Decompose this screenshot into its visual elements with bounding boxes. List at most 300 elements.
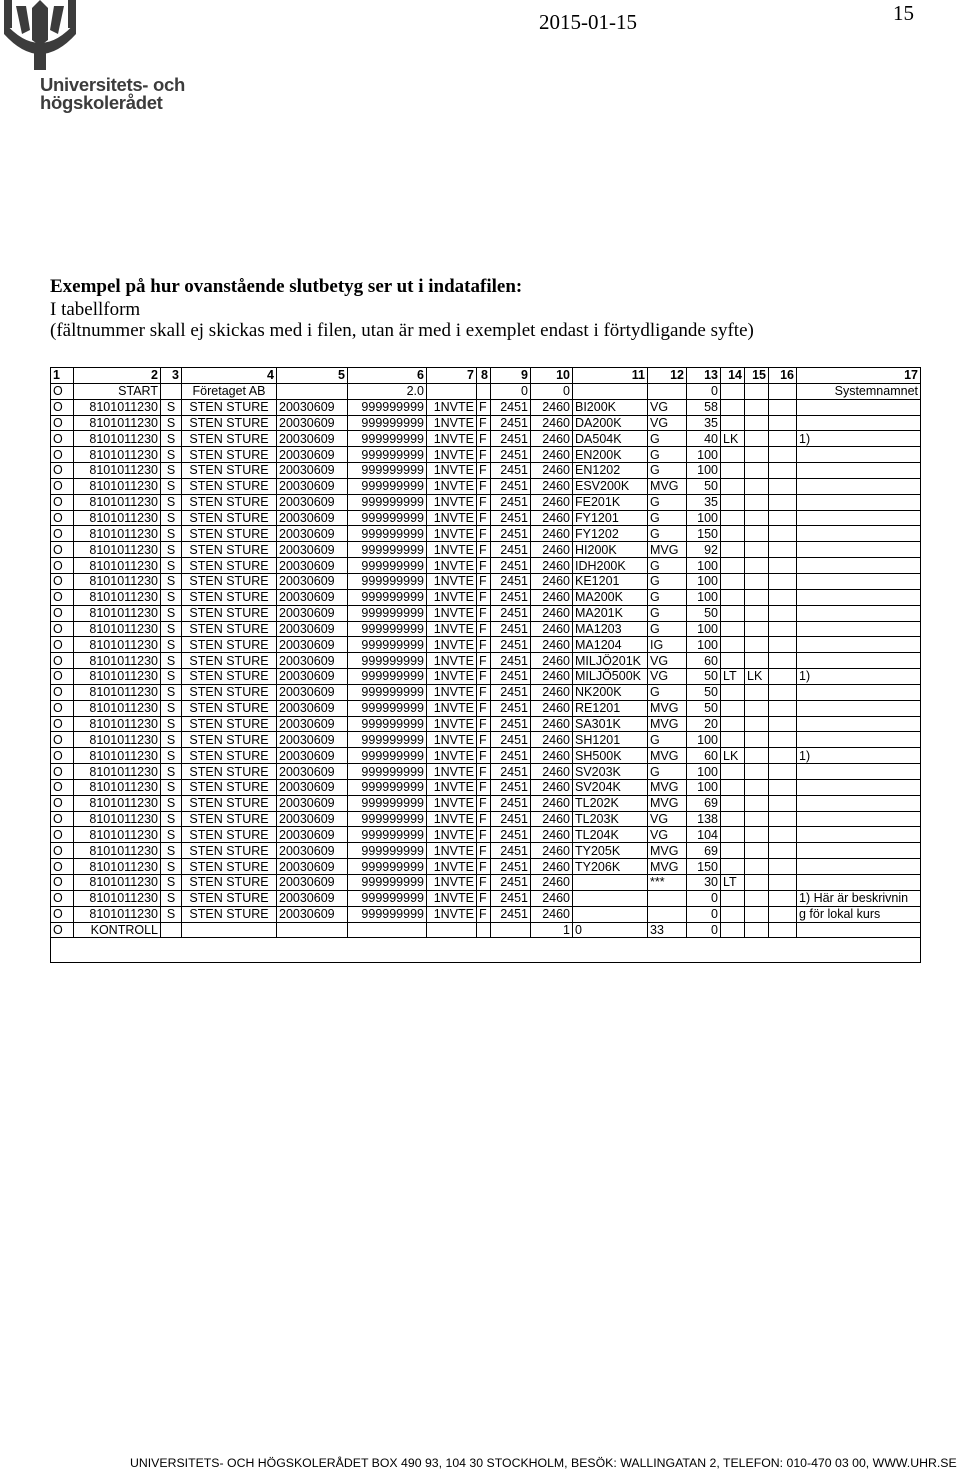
table-cell: O <box>51 779 74 795</box>
table-cell: 999999999 <box>348 637 427 653</box>
table-cell <box>721 653 745 669</box>
table-cell: 8101011230 <box>74 605 161 621</box>
table-cell <box>721 700 745 716</box>
table-cell: 20030609 <box>277 859 348 875</box>
table-cell: 1NVTE <box>427 478 477 494</box>
logo-text-line1: Universitets- och <box>40 74 185 95</box>
table-cell: 2460 <box>531 653 573 669</box>
table-cell <box>745 827 769 843</box>
table-cell: 999999999 <box>348 510 427 526</box>
table-cell <box>721 415 745 431</box>
table-cell: STEN STURE <box>182 463 277 479</box>
table-cell: 2451 <box>491 716 531 732</box>
table-cell: 20030609 <box>277 906 348 922</box>
table-cell <box>721 764 745 780</box>
table-cell: F <box>477 573 491 589</box>
table-cell: F <box>477 716 491 732</box>
table-cell: F <box>477 605 491 621</box>
table-cell: 100 <box>687 764 721 780</box>
column-header: 9 <box>491 368 531 384</box>
column-header: 8 <box>477 368 491 384</box>
table-cell: S <box>161 447 182 463</box>
table-cell: 20030609 <box>277 605 348 621</box>
table-cell: 2460 <box>531 811 573 827</box>
table-cell: 104 <box>687 827 721 843</box>
table-cell: MA200K <box>573 589 648 605</box>
table-cell <box>769 748 797 764</box>
table-cell: 100 <box>687 463 721 479</box>
table-cell: 50 <box>687 669 721 685</box>
table-cell: 999999999 <box>348 621 427 637</box>
table-cell: F <box>477 827 491 843</box>
table-cell: 2451 <box>491 811 531 827</box>
table-cell <box>769 637 797 653</box>
table-cell <box>797 558 921 574</box>
table-cell: DA200K <box>573 415 648 431</box>
table-cell: F <box>477 811 491 827</box>
table-cell: G <box>648 447 687 463</box>
table-row <box>51 573 921 589</box>
table-cell <box>797 653 921 669</box>
table-cell: IDH200K <box>573 558 648 574</box>
table-cell: S <box>161 399 182 415</box>
table-cell: 8101011230 <box>74 621 161 637</box>
table-cell: O <box>51 890 74 906</box>
table-cell: 1NVTE <box>427 653 477 669</box>
table-cell: 1) Här är beskrivnin <box>797 890 921 906</box>
table-cell: VG <box>648 653 687 669</box>
table-cell: STEN STURE <box>182 684 277 700</box>
table-cell: HI200K <box>573 542 648 558</box>
table-cell: STEN STURE <box>182 906 277 922</box>
table-cell <box>745 684 769 700</box>
table-cell: 2460 <box>531 415 573 431</box>
table-cell: F <box>477 859 491 875</box>
column-header: 15 <box>745 368 769 384</box>
table-cell: S <box>161 795 182 811</box>
table-cell: 50 <box>687 684 721 700</box>
table-cell: 2451 <box>491 890 531 906</box>
table-cell <box>769 526 797 542</box>
table-cell: 999999999 <box>348 653 427 669</box>
table-cell: 20030609 <box>277 700 348 716</box>
table-cell: 2.0 <box>348 383 427 399</box>
table-cell: 999999999 <box>348 700 427 716</box>
table-cell: 999999999 <box>348 875 427 891</box>
table-cell: S <box>161 732 182 748</box>
table-cell: S <box>161 542 182 558</box>
table-cell <box>721 573 745 589</box>
table-cell <box>721 716 745 732</box>
table-cell: 8101011230 <box>74 478 161 494</box>
table-cell: 150 <box>687 526 721 542</box>
table-cell: F <box>477 542 491 558</box>
table-cell: 2451 <box>491 415 531 431</box>
table-cell: 2451 <box>491 494 531 510</box>
table-cell: 2460 <box>531 558 573 574</box>
table-cell: 30 <box>687 875 721 891</box>
table-row <box>51 589 921 605</box>
table-cell <box>745 399 769 415</box>
table-cell: O <box>51 906 74 922</box>
header-date: 2015-01-15 <box>539 10 637 34</box>
uhr-emblem-icon <box>4 0 84 72</box>
table-cell <box>745 447 769 463</box>
table-cell: 1NVTE <box>427 732 477 748</box>
table-cell <box>797 605 921 621</box>
table-cell: 8101011230 <box>74 669 161 685</box>
table-cell <box>769 478 797 494</box>
table-cell: 2460 <box>531 906 573 922</box>
table-row <box>51 716 921 732</box>
table-cell: 1NVTE <box>427 684 477 700</box>
column-header: 12 <box>648 368 687 384</box>
table-cell: STEN STURE <box>182 748 277 764</box>
table-cell: 20030609 <box>277 415 348 431</box>
table-cell: STEN STURE <box>182 605 277 621</box>
table-cell: *** <box>648 875 687 891</box>
table-cell: STEN STURE <box>182 875 277 891</box>
table-cell: F <box>477 764 491 780</box>
table-cell: 2460 <box>531 447 573 463</box>
table-row <box>51 463 921 479</box>
table-cell: MVG <box>648 859 687 875</box>
table-cell: O <box>51 732 74 748</box>
table-cell: 2460 <box>531 779 573 795</box>
table-cell: F <box>477 637 491 653</box>
table-cell: 2460 <box>531 542 573 558</box>
table-cell: 2451 <box>491 875 531 891</box>
table-cell: 1NVTE <box>427 605 477 621</box>
table-cell: STEN STURE <box>182 573 277 589</box>
table-cell: 1NVTE <box>427 843 477 859</box>
table-cell <box>721 589 745 605</box>
table-cell: 20030609 <box>277 684 348 700</box>
table-cell: STEN STURE <box>182 669 277 685</box>
table-cell: G <box>648 431 687 447</box>
table-cell: 20030609 <box>277 779 348 795</box>
table-cell: 0 <box>531 383 573 399</box>
table-cell <box>573 890 648 906</box>
table-cell: 1NVTE <box>427 494 477 510</box>
table-cell <box>797 510 921 526</box>
table-cell <box>745 542 769 558</box>
table-cell: KONTROLL <box>74 922 161 938</box>
table-cell: 999999999 <box>348 843 427 859</box>
table-cell: F <box>477 558 491 574</box>
table-cell: 999999999 <box>348 573 427 589</box>
table-row <box>51 684 921 700</box>
table-cell: 20030609 <box>277 637 348 653</box>
table-cell: 8101011230 <box>74 811 161 827</box>
table-cell: 2460 <box>531 637 573 653</box>
table-cell: 20 <box>687 716 721 732</box>
table-row <box>51 732 921 748</box>
table-cell: F <box>477 890 491 906</box>
table-cell: 1NVTE <box>427 890 477 906</box>
table-cell <box>769 558 797 574</box>
table-cell: 2460 <box>531 494 573 510</box>
table-cell <box>745 764 769 780</box>
table-cell: 8101011230 <box>74 827 161 843</box>
table-cell <box>797 795 921 811</box>
table-row <box>51 415 921 431</box>
table-cell <box>721 605 745 621</box>
table-header-row <box>51 368 921 384</box>
table-cell: 8101011230 <box>74 890 161 906</box>
table-cell <box>797 827 921 843</box>
table-cell: 999999999 <box>348 415 427 431</box>
table-cell: 100 <box>687 637 721 653</box>
table-cell: 999999999 <box>348 526 427 542</box>
table-cell: S <box>161 431 182 447</box>
table-cell <box>745 478 769 494</box>
table-cell: STEN STURE <box>182 700 277 716</box>
table-cell: 20030609 <box>277 573 348 589</box>
table-row <box>51 795 921 811</box>
table-cell: 8101011230 <box>74 526 161 542</box>
table-cell: O <box>51 510 74 526</box>
table-row <box>51 764 921 780</box>
table-cell: KE1201 <box>573 573 648 589</box>
table-cell: 20030609 <box>277 875 348 891</box>
table-cell: 2451 <box>491 621 531 637</box>
table-cell: 1NVTE <box>427 859 477 875</box>
table-cell <box>769 716 797 732</box>
table-cell <box>745 653 769 669</box>
table-cell: VG <box>648 827 687 843</box>
table-cell: FY1202 <box>573 526 648 542</box>
table-cell: 20030609 <box>277 542 348 558</box>
table-cell: S <box>161 906 182 922</box>
table-cell <box>769 573 797 589</box>
table-cell: 8101011230 <box>74 573 161 589</box>
table-cell: S <box>161 843 182 859</box>
table-cell: 1NVTE <box>427 700 477 716</box>
table-cell: MVG <box>648 542 687 558</box>
table-cell: 999999999 <box>348 716 427 732</box>
table-cell: 100 <box>687 589 721 605</box>
table-cell <box>277 922 348 938</box>
table-cell: G <box>648 526 687 542</box>
table-cell: 1NVTE <box>427 621 477 637</box>
table-cell: 1NVTE <box>427 589 477 605</box>
table-cell: O <box>51 542 74 558</box>
table-cell <box>769 494 797 510</box>
table-cell: BI200K <box>573 399 648 415</box>
table-cell <box>769 922 797 938</box>
table-cell: 999999999 <box>348 494 427 510</box>
table-cell: O <box>51 922 74 938</box>
table-cell: 1NVTE <box>427 431 477 447</box>
column-header: 4 <box>182 368 277 384</box>
table-cell: 2451 <box>491 478 531 494</box>
table-cell: 2460 <box>531 431 573 447</box>
column-header: 1 <box>51 368 74 384</box>
table-cell <box>477 383 491 399</box>
table-cell: O <box>51 795 74 811</box>
table-row <box>51 447 921 463</box>
table-cell: 1NVTE <box>427 811 477 827</box>
table-cell <box>769 764 797 780</box>
table-cell: O <box>51 827 74 843</box>
table-cell: 2460 <box>531 827 573 843</box>
table-cell: S <box>161 478 182 494</box>
page-number: 15 <box>893 1 914 25</box>
table-cell: 2451 <box>491 779 531 795</box>
table-cell: 2460 <box>531 795 573 811</box>
table-cell: 33 <box>648 922 687 938</box>
table-cell: 92 <box>687 542 721 558</box>
column-header: 3 <box>161 368 182 384</box>
table-row <box>51 621 921 637</box>
table-cell <box>721 795 745 811</box>
table-cell: LT <box>721 875 745 891</box>
table-cell: 8101011230 <box>74 415 161 431</box>
table-cell: 2460 <box>531 526 573 542</box>
table-cell: 35 <box>687 494 721 510</box>
table-cell: 2460 <box>531 510 573 526</box>
table-cell: S <box>161 779 182 795</box>
table-cell: 1NVTE <box>427 669 477 685</box>
table-cell <box>769 779 797 795</box>
table-cell <box>769 827 797 843</box>
table-cell <box>769 399 797 415</box>
table-cell: S <box>161 653 182 669</box>
table-cell: DA504K <box>573 431 648 447</box>
table-cell <box>797 573 921 589</box>
table-cell: STEN STURE <box>182 716 277 732</box>
table-cell: STEN STURE <box>182 431 277 447</box>
table-cell: 8101011230 <box>74 589 161 605</box>
table-cell: O <box>51 415 74 431</box>
table-cell: 2451 <box>491 463 531 479</box>
table-cell <box>277 383 348 399</box>
note: (fältnummer skall ej skickas med i filen, utan är med i exemplet endast i förtydligande syfte) <box>50 320 754 341</box>
table-row <box>51 669 921 685</box>
table-row <box>51 700 921 716</box>
table-cell <box>769 589 797 605</box>
table-cell: 20030609 <box>277 463 348 479</box>
table-cell <box>721 859 745 875</box>
table-cell: MVG <box>648 700 687 716</box>
table-cell <box>745 779 769 795</box>
table-cell <box>573 383 648 399</box>
table-cell: STEN STURE <box>182 399 277 415</box>
table-cell: 1NVTE <box>427 573 477 589</box>
table-cell: O <box>51 447 74 463</box>
table-cell: O <box>51 399 74 415</box>
table-cell: 8101011230 <box>74 494 161 510</box>
table-cell <box>721 906 745 922</box>
table-cell: F <box>477 875 491 891</box>
table-cell: S <box>161 827 182 843</box>
table-cell: 2451 <box>491 700 531 716</box>
table-cell: 1NVTE <box>427 716 477 732</box>
table-cell: 50 <box>687 700 721 716</box>
table-cell: FY1201 <box>573 510 648 526</box>
table-cell: G <box>648 589 687 605</box>
table-cell: 2460 <box>531 573 573 589</box>
uhr-logo <box>4 0 204 118</box>
table-cell: STEN STURE <box>182 890 277 906</box>
table-cell: TY205K <box>573 843 648 859</box>
table-cell: S <box>161 890 182 906</box>
table-cell <box>769 605 797 621</box>
table-row <box>51 827 921 843</box>
table-cell: 20030609 <box>277 732 348 748</box>
table-cell: STEN STURE <box>182 589 277 605</box>
table-cell: O <box>51 621 74 637</box>
table-cell <box>721 922 745 938</box>
table-cell: 999999999 <box>348 605 427 621</box>
table-cell <box>745 605 769 621</box>
table-cell: 1NVTE <box>427 447 477 463</box>
table-cell: 60 <box>687 748 721 764</box>
table-cell: 20030609 <box>277 478 348 494</box>
table-cell: 1NVTE <box>427 399 477 415</box>
table-cell <box>745 573 769 589</box>
table-cell: 999999999 <box>348 811 427 827</box>
table-cell <box>769 890 797 906</box>
table-cell: MA201K <box>573 605 648 621</box>
table-cell <box>769 431 797 447</box>
table-cell <box>745 811 769 827</box>
table-cell: O <box>51 637 74 653</box>
table-cell: S <box>161 463 182 479</box>
table-cell: TL202K <box>573 795 648 811</box>
table-row <box>51 653 921 669</box>
table-cell <box>797 875 921 891</box>
table-row <box>51 542 921 558</box>
table-cell <box>797 811 921 827</box>
table-cell: 20030609 <box>277 399 348 415</box>
table-cell: 2451 <box>491 589 531 605</box>
table-cell: F <box>477 748 491 764</box>
table-cell <box>648 383 687 399</box>
table-cell: S <box>161 684 182 700</box>
table-cell: 8101011230 <box>74 764 161 780</box>
table-row <box>51 605 921 621</box>
table-cell: F <box>477 700 491 716</box>
table-cell: 2451 <box>491 447 531 463</box>
table-cell: 8101011230 <box>74 779 161 795</box>
table-cell <box>769 510 797 526</box>
table-cell <box>797 764 921 780</box>
table-cell: 50 <box>687 478 721 494</box>
table-cell: 40 <box>687 431 721 447</box>
table-cell: 20030609 <box>277 748 348 764</box>
table-cell: S <box>161 621 182 637</box>
table-cell <box>721 447 745 463</box>
column-header: 5 <box>277 368 348 384</box>
table-cell <box>745 494 769 510</box>
table-cell: ESV200K <box>573 478 648 494</box>
table-cell <box>797 415 921 431</box>
table-cell <box>797 463 921 479</box>
table-cell: O <box>51 494 74 510</box>
table-cell: LK <box>721 431 745 447</box>
column-header: 14 <box>721 368 745 384</box>
table-cell: 2451 <box>491 827 531 843</box>
table-cell <box>721 637 745 653</box>
table-cell: O <box>51 700 74 716</box>
table-cell: 20030609 <box>277 447 348 463</box>
table-cell <box>182 922 277 938</box>
table-cell: G <box>648 732 687 748</box>
table-cell: 999999999 <box>348 463 427 479</box>
table-cell: 999999999 <box>348 795 427 811</box>
